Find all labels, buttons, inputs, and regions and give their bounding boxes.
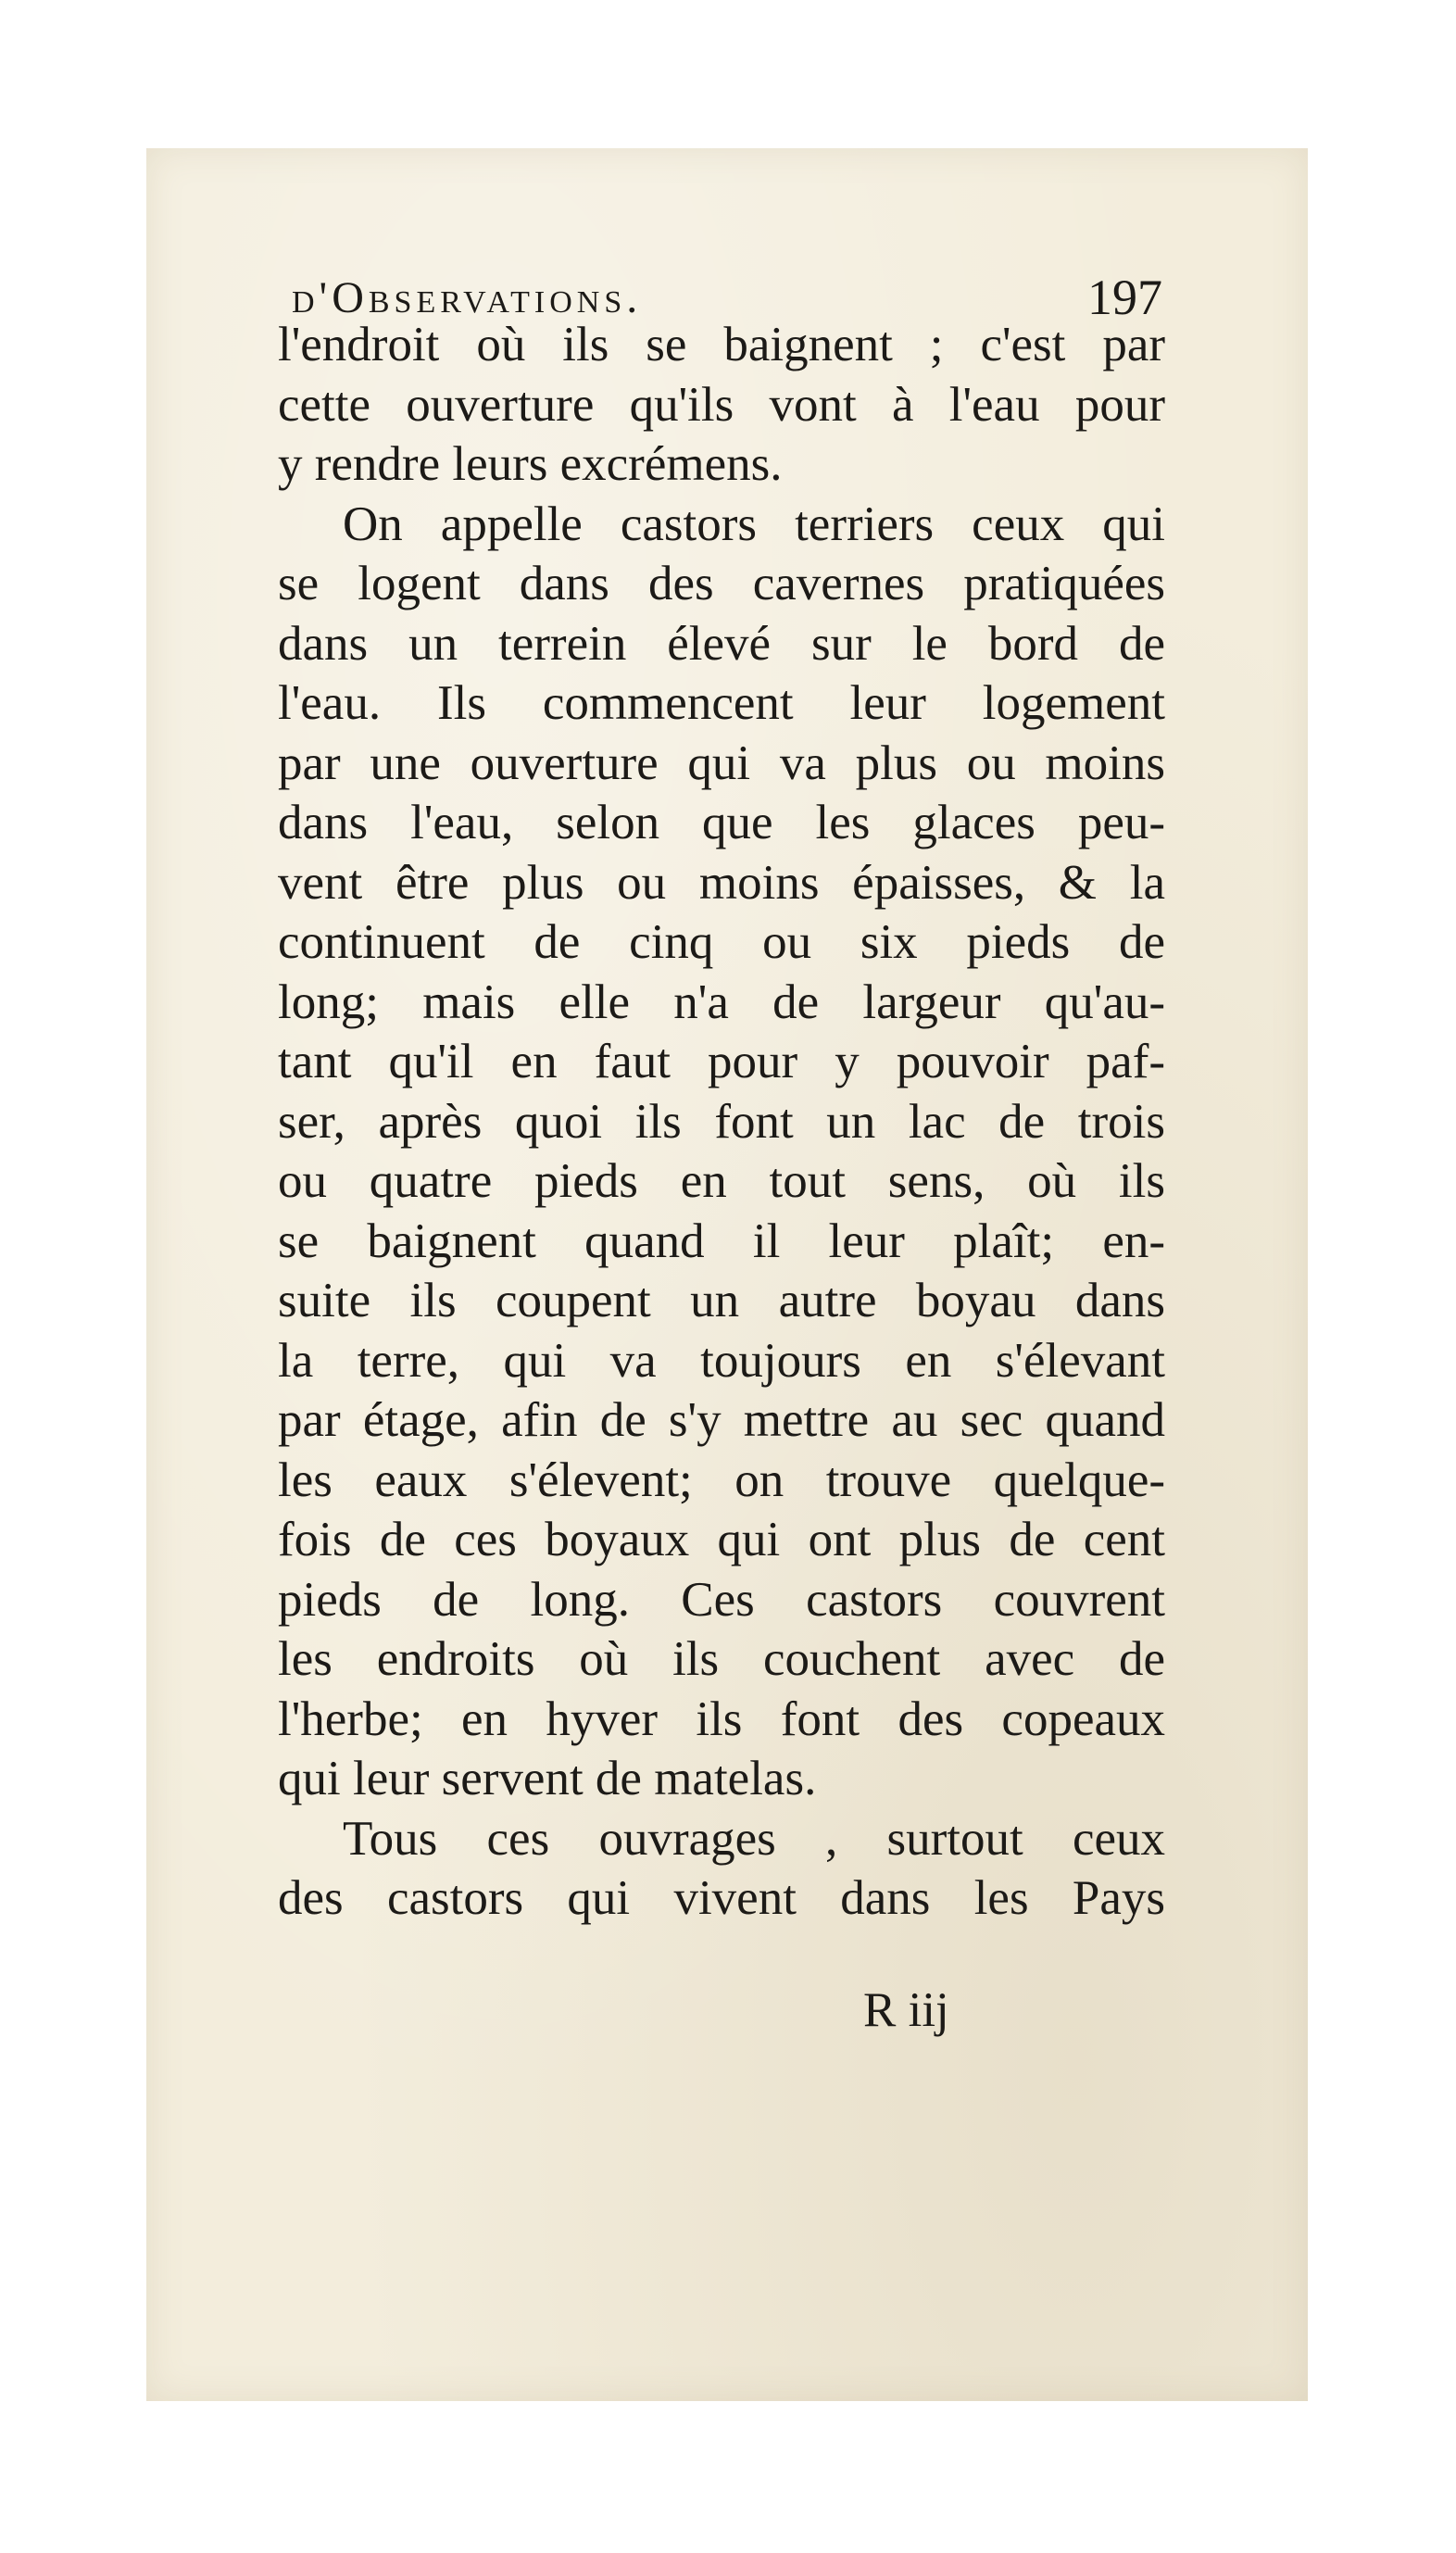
text-line: pieds de long. Ces castors couvrent xyxy=(278,1572,1165,1627)
text-line: les eaux s'élevent; on trouve quelque- xyxy=(278,1453,1165,1507)
text-line: y rendre leurs excrémens. xyxy=(278,437,783,491)
text-line: tant qu'il en faut pour y pouvoir paf- xyxy=(278,1035,1165,1088)
text-line: dans un terrein élevé sur le bord de xyxy=(278,616,1165,671)
text-line: On appelle castors terriers ceux qui xyxy=(343,497,1165,551)
text-line: vent être plus ou moins épaisses, & la xyxy=(278,855,1165,910)
text-line: long; mais elle n'a de largeur qu'au- xyxy=(278,975,1165,1029)
page-number: 197 xyxy=(1087,270,1162,325)
text-line: par une ouverture qui va plus ou moins xyxy=(278,736,1165,790)
text-line: Tous ces ouvrages , surtout ceux xyxy=(343,1811,1165,1866)
text-line: qui leur servent de matelas. xyxy=(278,1752,817,1805)
text-line: par étage, afin de s'y mettre au sec quand xyxy=(278,1393,1165,1447)
text-line: les endroits où ils couchent avec de xyxy=(278,1632,1165,1686)
text-line: l'eau. Ils commencent leur logement xyxy=(278,676,1165,730)
text-line: l'herbe; en hyver ils font des copeaux xyxy=(278,1692,1165,1746)
body-text xyxy=(278,315,1165,1929)
text-line: se baignent quand il leur plaît; en- xyxy=(278,1214,1165,1268)
signature-mark: R iij xyxy=(863,1983,949,2037)
text-line: fois de ces boyaux qui ont plus de cent xyxy=(278,1513,1165,1566)
text-line: des castors qui vivent dans les Pays xyxy=(278,1871,1165,1925)
text-line: cette ouverture qu'ils vont à l'eau pour xyxy=(278,377,1165,432)
text-line: suite ils coupent un autre boyau dans xyxy=(278,1274,1165,1327)
text-line: ou quatre pieds en tout sens, où ils xyxy=(278,1154,1165,1208)
text-line: continuent de cinq ou six pieds de xyxy=(278,915,1165,969)
text-line: dans l'eau, selon que les glaces peu- xyxy=(278,796,1165,849)
running-title: d'Observations. xyxy=(292,273,643,322)
text-line: ser, après quoi ils font un lac de trois xyxy=(278,1094,1165,1149)
text-line: l'endroit où ils se baignent ; c'est par xyxy=(278,318,1165,371)
text-line: se logent dans des cavernes pratiquées xyxy=(278,557,1165,610)
text-line: la terre, qui va toujours en s'élevant xyxy=(278,1333,1165,1388)
